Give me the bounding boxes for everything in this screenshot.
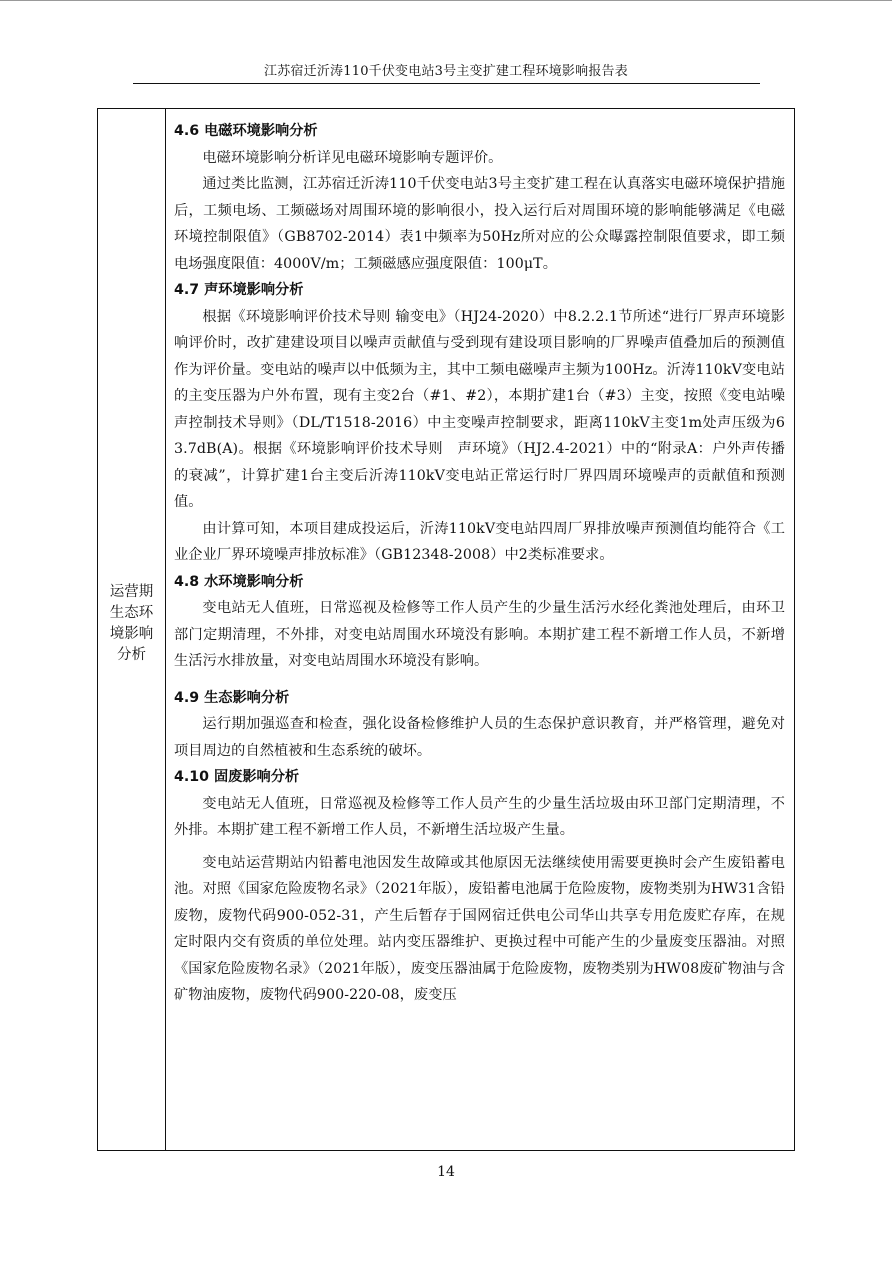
- top-edge-rule: [0, 0, 892, 1]
- paragraph: 变电站无人值班，日常巡视及检修等工作人员产生的少量生活污水经化粪池处理后，由环卫部门定期清理，不外排，对变电站周围水环境没有影响。本期扩建工程不新增工作人员，不新增生活污水排放量，对变电站周围水环境没有影响。: [174, 600, 785, 669]
- row-label-line: 运营期: [109, 584, 154, 600]
- page-number: 14: [437, 1164, 455, 1180]
- paragraph: 运行期加强巡查和检查，强化设备检修维护人员的生态保护意识教育，并严格管理，避免对项目周边的自然植被和生态系统的破坏。: [174, 716, 785, 759]
- paragraph: 变电站无人值班，日常巡视及检修等工作人员产生的少量生活垃圾由环卫部门定期清理，不外排。本期扩建工程不新增工作人员，不新增生活垃圾产生量。: [174, 795, 785, 838]
- section-heading-acoustic: 4.7 声环境影响分析: [174, 282, 304, 298]
- paragraph: 由计算可知，本项目建成投运后，沂涛110kV变电站四周厂界排放噪声预测值均能符合《工业企业厂界环境噪声排放标准》（GB12348-2008）中2类标准要求。: [174, 520, 785, 563]
- row-label-line: 境影响: [109, 626, 154, 642]
- row-label-operation-ecology: [98, 582, 165, 666]
- section-heading-water: 4.8 水环境影响分析: [174, 573, 304, 590]
- paragraph: 根据《环境影响评价技术导则 输变电》（HJ24-2020）中8.2.2.1节所述“进行厂界声环境影响评价时，改扩建建设项目以噪声贡献值与受到现有建设项目影响的厂界噪声值叠加后的预测值作为评价量。变电站的噪声以中低频为主，其中工频电磁噪声主频为100Hz。沂涛110kV变电站的主变压器为户外布置，现有主变2台（#1、#2），本期扩建1台（#3）主变，按照《变电站噪声控制技术导则》（DL/T1518-2016）中主变噪声控制要求，距离110kV主变1m处声压级为63.7dB(A)。根据《环境影响评价技术导则 声环境》（HJ2.4-2021）中的“附录A：户外声传播的衰减”，计算扩建1台主变后沂涛110kV变电站正常运行时厂界四周环境噪声的贡献值和预测值。: [174, 308, 785, 510]
- header-underline: [133, 83, 760, 84]
- section-heading-solid-waste: 4.10 固废影响分析: [174, 769, 300, 785]
- paragraph: 通过类比监测，江苏宿迁沂涛110千伏变电站3号主变扩建工程在认真落实电磁环境保护措施后，工频电场、工频磁场对周围环境的影响很小，投入运行后对周围环境的影响能够满足《电磁环境控制限值》（GB8702-2014）表1中频率为50Hz所对应的公众曝露控制限值要求，即工频电场强度限值：4000V/m；工频磁感应强度限值：100μT。: [174, 176, 785, 272]
- section-heading-ecology: 4.9 生态影响分析: [174, 689, 290, 706]
- row-label-line: 生态环: [109, 605, 154, 621]
- row-label-line: 分析: [117, 647, 146, 663]
- paragraph: 变电站运营期站内铅蓄电池因发生故障或其他原因无法继续使用需要更换时会产生废铅蓄电池。对照《国家危险废物名录》（2021年版），废铅蓄电池属于危险废物，废物类别为HW31含铅废物，废物代码900-052-31，产生后暂存于国网宿迁供电公司华山共享专用危废贮存库，在规定时限内交有资质的单位处理。站内变压器维护、更换过程中可能产生的少量废变压器油。对照《国家危险废物名录》（2021年版），废变压器油属于危险废物，废物类别为HW08废矿物油与含矿物油废物，废物代码900-220-08，废变压: [174, 854, 785, 1003]
- section-heading-electromagnetic: 4.6 电磁环境影响分析: [174, 123, 318, 139]
- report-table: [97, 108, 795, 1151]
- analysis-content: [174, 118, 785, 1009]
- document-header: 江苏宿迁沂涛110千伏变电站3号主变扩建工程环境影响报告表: [264, 64, 628, 79]
- column-divider: [165, 109, 166, 1150]
- paragraph: 电磁环境影响分析详见电磁环境影响专题评价。: [202, 149, 503, 166]
